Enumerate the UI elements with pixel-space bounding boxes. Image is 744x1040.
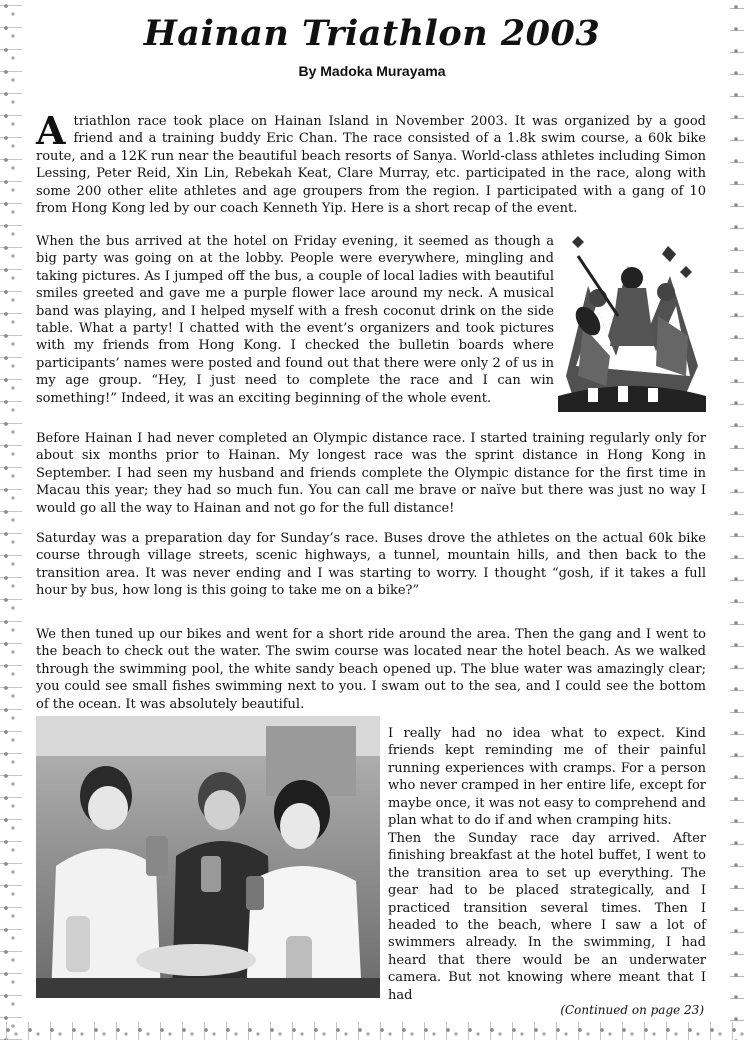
paragraph-7 <box>388 830 706 1004</box>
paragraph-3 <box>36 430 706 517</box>
article-title: Hainan Triathlon 2003 <box>143 13 601 54</box>
group-photo <box>36 716 380 998</box>
paragraph-6 <box>388 725 706 829</box>
paragraph-1 <box>36 108 706 217</box>
decorative-border-left <box>0 0 22 1040</box>
paragraph-5-text: We then tuned up our bikes and went for a short ride around the area. Then the gang and I went to the beach to check out the water. The swim course was located near the hotel beach. As we walked through the swimming pool, the white sandy beach opened up. The blue water was amazingly clear; you could see small fishes swimming next to you. I swam out to the sea, and I could see the bottom of the ocean. It was absolutely beautiful. <box>36 627 706 712</box>
paragraph-2 <box>36 233 554 407</box>
paragraph-7-text: Then the Sunday race day arrived. After finishing breakfast at the hotel buffet, I went to the transition area to set up everything. The gear had to be placed strategically, and I practiced transition several times. Then I headed to the beach, where I saw a lot of swimmers already. In the swimming, I had heard that there would be an underwater camera. But not knowing where meant that I had <box>388 831 706 1003</box>
paragraph-2-text: When the bus arrived at the hotel on Friday evening, it seemed as though a big party was going on at the lobby. People were everywhere, mingling and taking pictures. As I jumped off the bus, a couple of local ladies with beautiful smiles greeted and gave me a purple flower lace around my neck. A musical band was playing, and I helped myself with a fresh coconut drink on the side table. What a party! I chatted with the event’s organizers and took pictures with my friends from Hong Kong. I checked the bulletin boards where participants’ names were posted and found out that there were only 2 of us in my age group. “Hey, I just need to complete the race and I can win something!” Indeed, it was an exciting beginning of the whole event. <box>36 234 554 406</box>
paragraph-6-text: I really had no idea what to expect. Kind friends kept reminding me of their painful running experiences with cramps. For a person who never cramped in her entire life, except for maybe once, it was not easy to comprehend and plan what to do if and when cramping hits. <box>388 726 706 829</box>
party-band-illustration <box>558 226 706 412</box>
decorative-border-bottom <box>0 1022 744 1040</box>
paragraph-3-text: Before Hainan I had never completed an Olympic distance race. I started training regularly only for about six months prior to Hainan. My longest race was the sprint distance in Hong Kong in September. I had seen my husband and friends complete the Olympic distance for the first time in Macau this year; they had so much fun. You can call me brave or naïve but there was just no way I would go all the way to Hainan and not go for the full distance! <box>36 431 706 516</box>
article-byline: By Madoka Murayama <box>298 63 446 79</box>
group-photo-drawing <box>36 716 380 998</box>
paragraph-5 <box>36 626 706 713</box>
decorative-border-right <box>730 0 744 1040</box>
drop-cap: A <box>36 108 66 153</box>
paragraph-1-text: triathlon race took place on Hainan Island in November 2003. It was organized by a good friend and a training buddy Eric Chan. The race consisted of a 1.8k swim course, a 60k bike route, and a 12K run near the beautiful beach resorts of Sanya. World-class athletes including Simon Lessing, Peter Reid, Xin Lin, Rebekah Keat, Clare Murray, etc. participated in the race, along with some 200 other elite athletes and age groupers from the region. I participated with a gang of 10 from Hong Kong led by our coach Kenneth Yip. Here is a short recap of the event. <box>36 114 706 217</box>
continued-on-page-note: (Continued on page 23) <box>560 1003 704 1017</box>
paragraph-4-text: Saturday was a preparation day for Sunday’s race. Buses drove the athletes on the actual 60k bike course through village streets, scenic highways, a tunnel, mountain hills, and then back to the transition area. It was never ending and I was starting to worry. I thought “gosh, if it takes a full hour by bus, how long is this going to take me on a bike?” <box>36 531 706 599</box>
paragraph-4 <box>36 530 706 600</box>
